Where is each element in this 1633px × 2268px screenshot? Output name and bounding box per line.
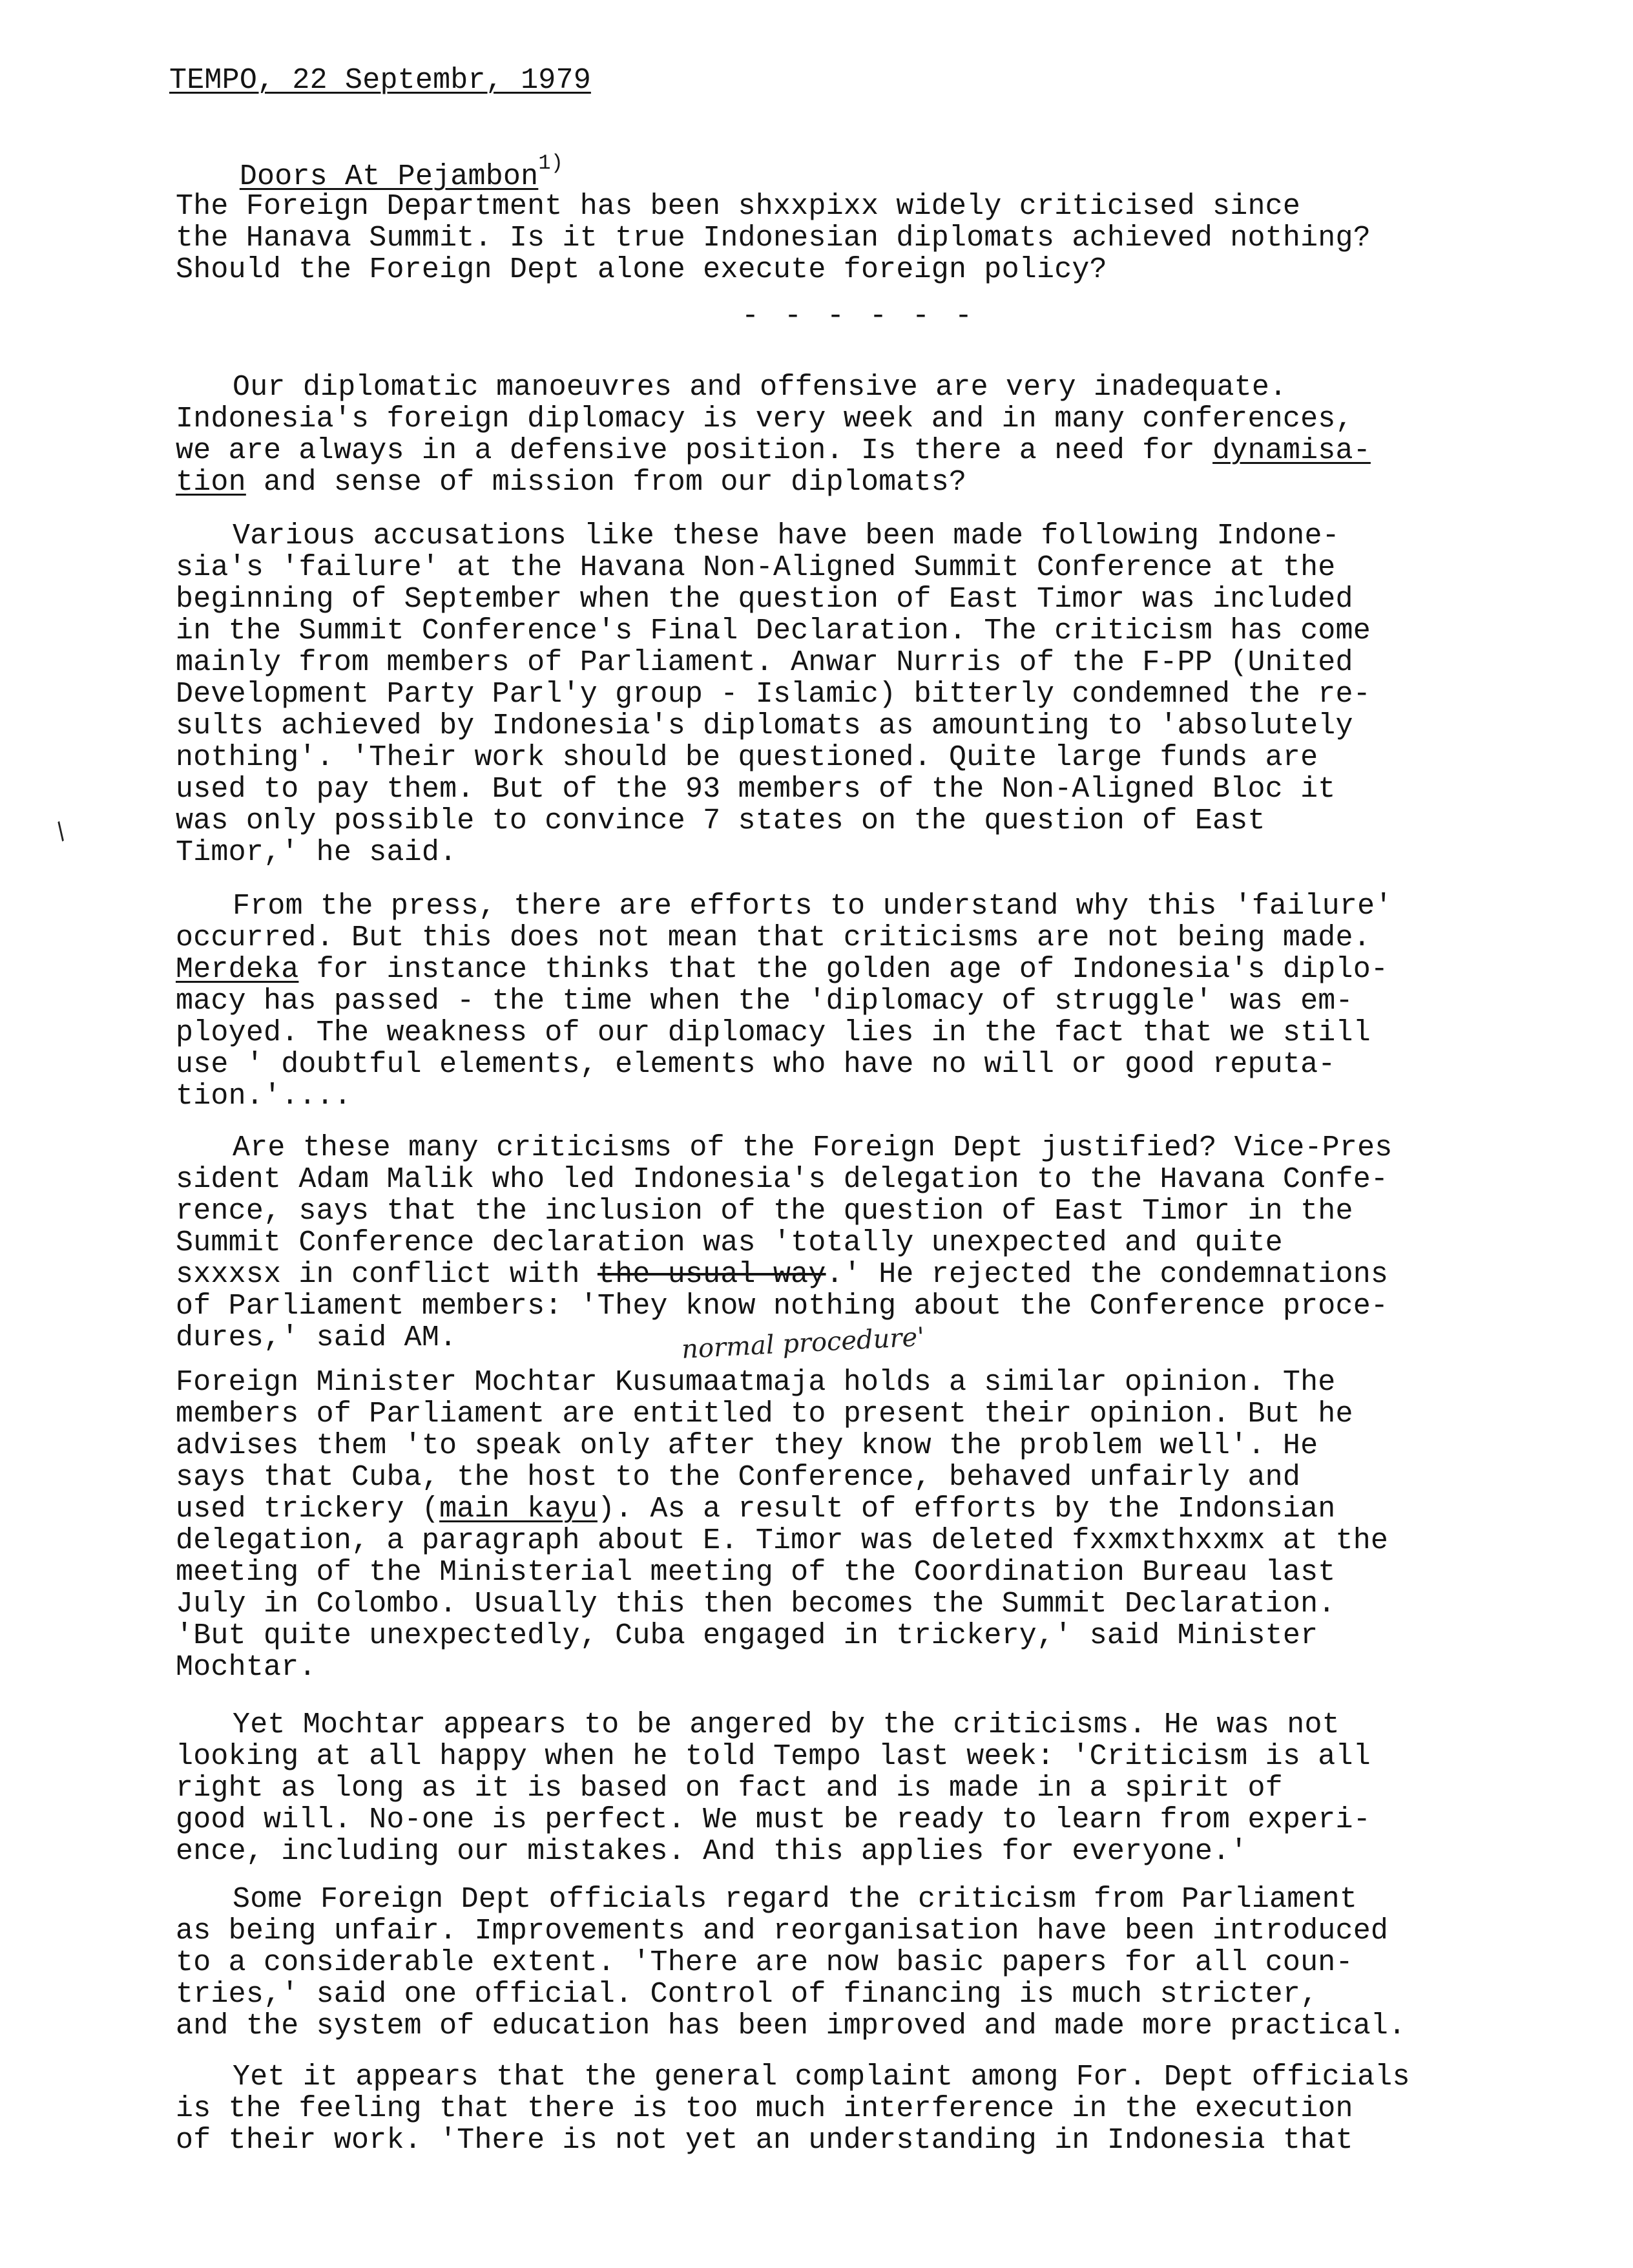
separator: - - - - - - (742, 300, 977, 333)
paragraph-line: used trickery (main kayu). As a result of efforts by the Indonsian (176, 1493, 1336, 1526)
paragraph-line: Merdeka for instance thinks that the golden age of Indonesia's diplo- (176, 953, 1389, 986)
paragraph-line: sults achieved by Indonesia's diplomats as amounting to 'absolutely (176, 709, 1353, 742)
underlined-phrase: main kayu (439, 1493, 598, 1526)
paragraph-line: in the Summit Conference's Final Declaration. The criticism has come (176, 614, 1371, 647)
source-line: TEMPO, 22 Septembr, 1979 (169, 64, 591, 97)
paragraph-line: says that Cuba, the host to the Conference, behaved unfairly and (176, 1461, 1301, 1494)
paragraph-line: right as long as it is based on fact and is made in a spirit of (176, 1772, 1283, 1805)
paragraph-line: dures,' said AM. (176, 1321, 457, 1354)
paragraph-line: we are always in a defensive position. Is there a need for dynamisa- (176, 434, 1371, 467)
paragraph-line: nothing'. 'Their work should be questioned. Quite large funds are (176, 741, 1318, 774)
paragraph-line: Development Party Parl'y group - Islamic) bitterly condemned the re- (176, 678, 1371, 711)
footnote-ref: 1) (538, 151, 564, 175)
paragraph-line: delegation, a paragraph about E. Timor was deleted fxxmxthxxmx at the (176, 1524, 1389, 1557)
paragraph-line: to a considerable extent. 'There are now basic papers for all coun- (176, 1946, 1353, 1979)
paragraph-line: Various accusations like these have been made following Indone- (233, 520, 1340, 552)
paragraph-line: occurred. But this does not mean that criticisms are not being made. (176, 921, 1371, 954)
margin-mark: / (50, 817, 71, 845)
paragraph-line: tries,' said one official. Control of financing is much stricter, (176, 1978, 1318, 2011)
paragraph-line: ployed. The weakness of our diplomacy lies in the fact that we still (176, 1016, 1371, 1049)
paragraph-line: July in Colombo. Usually this then becomes the Summit Declaration. (176, 1588, 1336, 1621)
paragraph-line: Our diplomatic manoeuvres and offensive are very inadequate. (233, 371, 1287, 404)
paragraph-line: Foreign Minister Mochtar Kusumaatmaja holds a similar opinion. The (176, 1366, 1336, 1399)
paragraph-line: was only possible to convince 7 states on the question of East (176, 804, 1265, 837)
lead-line: The Foreign Department has been shxxpixx widely criticised since (176, 190, 1301, 223)
paragraph-line: advises them 'to speak only after they know the problem well'. He (176, 1429, 1318, 1462)
underlined-phrase: Merdeka (176, 953, 299, 986)
paragraph-line: tion and sense of mission from our diplomats? (176, 466, 967, 499)
paragraph-line: is the feeling that there is too much interference in the execution (176, 2092, 1353, 2125)
paragraph-line: members of Parliament are entitled to present their opinion. But he (176, 1398, 1353, 1431)
handwritten-note: normal procedure' (681, 1322, 926, 1365)
paragraph-line: use ' doubtful elements, elements who have no will or good reputa- (176, 1048, 1336, 1081)
underlined-phrase: dynamisa- (1212, 434, 1371, 467)
paragraph-line: Yet Mochtar appears to be angered by the criticisms. He was not (233, 1708, 1340, 1741)
paragraph-line: beginning of September when the question of East Timor was included (176, 583, 1353, 616)
paragraph-line: looking at all happy when he told Tempo last week: 'Criticism is all (176, 1740, 1371, 1773)
paragraph-line: rence, says that the inclusion of the question of East Timor in the (176, 1195, 1353, 1228)
lead-line: Should the Foreign Dept alone execute foreign policy? (176, 253, 1107, 286)
paragraph-line: Summit Conference declaration was 'totally unexpected and quite (176, 1226, 1283, 1259)
paragraph-line: 'But quite unexpectedly, Cuba engaged in trickery,' said Minister (176, 1619, 1318, 1652)
paragraph-line: sident Adam Malik who led Indonesia's delegation to the Havana Confe- (176, 1163, 1389, 1196)
struck-phrase: the usual way (597, 1258, 826, 1291)
paragraph-line: as being unfair. Improvements and reorganisation have been introduced (176, 1915, 1389, 1948)
paragraph-line: Some Foreign Dept officials regard the criticism from Parliament (233, 1883, 1358, 1916)
article-title: Doors At Pejambon (239, 160, 539, 193)
paragraph-line: tion.'.... (176, 1080, 352, 1113)
paragraph-line: sia's 'failure' at the Havana Non-Aligned Summit Conference at the (176, 551, 1336, 584)
paragraph-line: meeting of the Ministerial meeting of the Coordination Bureau last (176, 1556, 1336, 1589)
paragraph-line: of Parliament members: 'They know nothing about the Conference proce- (176, 1290, 1389, 1323)
paragraph-line: macy has passed - the time when the 'diplomacy of struggle' was em- (176, 985, 1353, 1018)
paragraph-line: of their work. 'There is not yet an understanding in Indonesia that (176, 2124, 1353, 2157)
paragraph-line: Are these many criticisms of the Foreign Dept justified? Vice-Pres (233, 1131, 1393, 1164)
lead-line: the Hanava Summit. Is it true Indonesian diplomats achieved nothing? (176, 222, 1371, 255)
paragraph-line: good will. No-one is perfect. We must be ready to learn from experi- (176, 1803, 1371, 1836)
paragraph-line: Yet it appears that the general complaint among For. Dept officials (233, 2061, 1410, 2094)
paragraph-line: and the system of education has been improved and made more practical. (176, 2010, 1406, 2042)
paragraph-line: Indonesia's foreign diplomacy is very week and in many conferences, (176, 403, 1353, 436)
paragraph-line: ence, including our mistakes. And this applies for everyone.' (176, 1835, 1248, 1868)
paragraph-line: used to pay them. But of the 93 members of the Non-Aligned Bloc it (176, 773, 1336, 806)
paragraph-line: Timor,' he said. (176, 836, 457, 869)
paragraph-line: mainly from members of Parliament. Anwar Nurris of the F-PP (United (176, 646, 1353, 679)
paragraph-line: Mochtar. (176, 1651, 317, 1684)
paragraph-line: sxxxsx in conflict with the usual way.' He rejected the condemnations (176, 1258, 1389, 1291)
paragraph-line: From the press, there are efforts to understand why this 'failure' (233, 890, 1393, 923)
underlined-phrase: tion (176, 466, 246, 499)
